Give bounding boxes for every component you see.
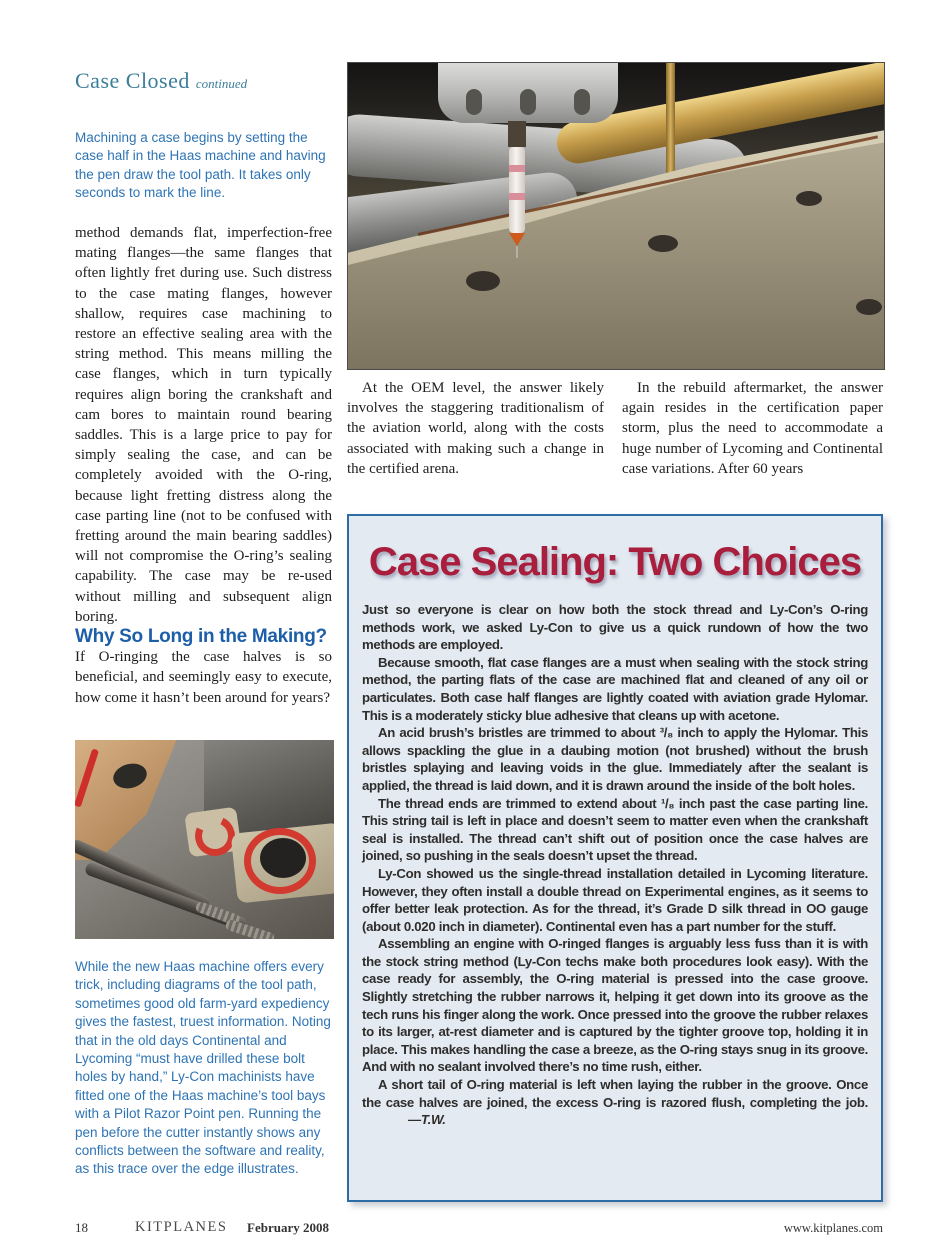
gold-rod-shape — [666, 63, 675, 183]
bolt-hole — [466, 271, 500, 291]
sidebar-body — [362, 601, 868, 1129]
article-kicker — [75, 68, 247, 94]
pen-band — [509, 193, 525, 200]
bolt-hole — [648, 235, 678, 252]
sidebar-paragraph: Ly-Con showed us the single-thread installation detailed in Lycoming literature. However, they often install a double thread on Experimental engines, as it seems to offer better leak protection. As for the thread, it’s Grade D silk thread in OO gauge (about 0.020 inch in diameter). Continental even has a part number for the stuff. — [362, 865, 868, 934]
sidebar-paragraph: Because smooth, flat case flanges are a must when sealing with the stock string method, the parting flats of the case are machined flat and cleaned of any oil or particulates. Both case half flanges are lightly coated with aviation grade Hylomar. This is a moderately sticky blue adhesive that cleans up with acetone. — [362, 654, 868, 723]
pen-band — [509, 165, 525, 172]
sidebar-box — [347, 514, 883, 1202]
bolt-hole — [856, 299, 882, 315]
stud-threads — [225, 919, 276, 939]
page-footer — [0, 1216, 945, 1246]
footer-website: www.kitplanes.com — [783, 1221, 883, 1235]
body-column-middle — [347, 378, 604, 479]
top-photo-cnc-pen-marking — [347, 62, 885, 370]
pen-needle — [516, 246, 518, 258]
article-paragraph: At the OEM level, the answer likely involves the staggering traditionalism of the aviation world, along with the costs associated with making such a change in the certified arena. — [347, 380, 604, 477]
body-column-right — [622, 378, 883, 479]
body-column-left — [75, 223, 332, 708]
sidebar-paragraph: The thread ends are trimmed to extend about ¹/₈ inch past the case parting line. This string tail is left in place and doesn’t seem to matter even when the crankshaft seal is installed. The thread can’t shift out of position once the case halves are joined, so pushing in the seals doesn’t upset the thread. — [362, 795, 868, 864]
article-paragraph: In the rebuild aftermarket, the answer again resides in the certification paper storm, plus the need to accommodate a huge number of Lycoming and Continental case variations. After 60 years — [622, 380, 883, 477]
caption-top-photo: Machining a case begins by setting the case half in the Haas machine and having the pen draw the tool path. It takes only seconds to mark the line. — [75, 130, 326, 201]
sidebar-paragraph — [362, 1076, 868, 1129]
bearing-bore-hole — [260, 838, 306, 878]
author-attribution: —T.W. — [408, 1112, 446, 1128]
page-title: Case Closed — [75, 68, 190, 93]
spindle-notch — [574, 89, 590, 115]
sidebar-paragraph: Just so everyone is clear on how both the stock thread and Ly-Con’s O-ring methods work, we asked Ly-Con to give us a quick rundown of how the two methods are employed. — [362, 602, 868, 653]
sidebar-paragraph-text: A short tail of O-ring material is left when laying the rubber in the groove. Once the case halves are joined, the excess O-ring is razored flush, completing the job. — [362, 1077, 868, 1110]
footer-magazine-name: KITPLANES — [135, 1219, 228, 1235]
caption-bottom-photo: While the new Haas machine offers every trick, including diagrams of the tool path, sometimes good old farm-yard expediency gives the fastest, truest information. Noting that in the old days Continental and Lycoming “must have drilled these bolt holes by hand,” Ly-Con machinists have fitted one of the Haas machine’s tool bays with a Pilot Razor Point pen. Running the pen before the cutter instantly shows any conflicts between the software and reality, as this trace over the edge illustrates. — [75, 959, 331, 1177]
sidebar-paragraph: An acid brush’s bristles are trimmed to about ³/₈ inch to apply the Hylomar. This allows spackling the glue in a daubing motion (not brushed) without the brush bristles splaying and leaving voids in the glue. Immediately after the sealant is applied, the thread is laid down, and it is drawn around the inside of the bolt holes. — [362, 725, 868, 793]
marking-pen-body — [509, 147, 525, 233]
article-paragraph: method demands flat, imperfection-free mating flanges—the same flanges that often lightly fret during use. Such distress to the case mating flanges, however shallow, requires case machining to restore an effective sealing area with the string method. This means milling the case flanges, which in turn typically requires align boring the crankshaft and cam bores to maintain round bearing saddles. This is a large price to pay for simply sealing the case, and can be completely avoided with the O-ring, because light fretting distress along the case parting line (not to be confused with fretting around the main bearing saddles) will not compromise the O-ring’s sealing capability. The case may be re-used without milling and subsequent align boring. — [75, 225, 332, 625]
spindle-notch — [466, 89, 482, 115]
sidebar-title: Case Sealing: Two Choices — [368, 540, 862, 584]
article-paragraph: If O-ringing the case halves is so beneficial, and seemingly easy to execute, how come it hasn’t been around for years? — [75, 649, 332, 706]
footer-issue-date: February 2008 — [247, 1220, 329, 1235]
pen-tip — [509, 233, 525, 246]
continued-label: continued — [195, 76, 248, 91]
sidebar-paragraph: Assembling an engine with O-ringed flanges is arguably less fuss than it is with the stock string method (Ly-Con techs make both procedures look easy). With the case ready for assembly, the O-ring material is pressed into the case groove. Slightly stretching the rubber narrows it, helping it get down into its groove as the tech runs his finger along the work. Once pressed into the groove the rubber relaxes to its larger, at-rest diameter and is captured by the tighter groove top, holding it in place. This makes handling the case a breeze, as the O-ring stays snug in its groove. And with no sealant involved there’s no time rush, either. — [362, 936, 868, 1075]
machine-spindle — [438, 62, 618, 123]
spindle-notch — [520, 89, 536, 115]
bolt-hole — [796, 191, 822, 206]
bottom-photo-case-red-traces — [75, 740, 334, 939]
footer-page-number: 18 — [75, 1220, 88, 1235]
section-heading: Why So Long in the Making? — [75, 626, 327, 648]
pen-holder — [508, 121, 526, 147]
